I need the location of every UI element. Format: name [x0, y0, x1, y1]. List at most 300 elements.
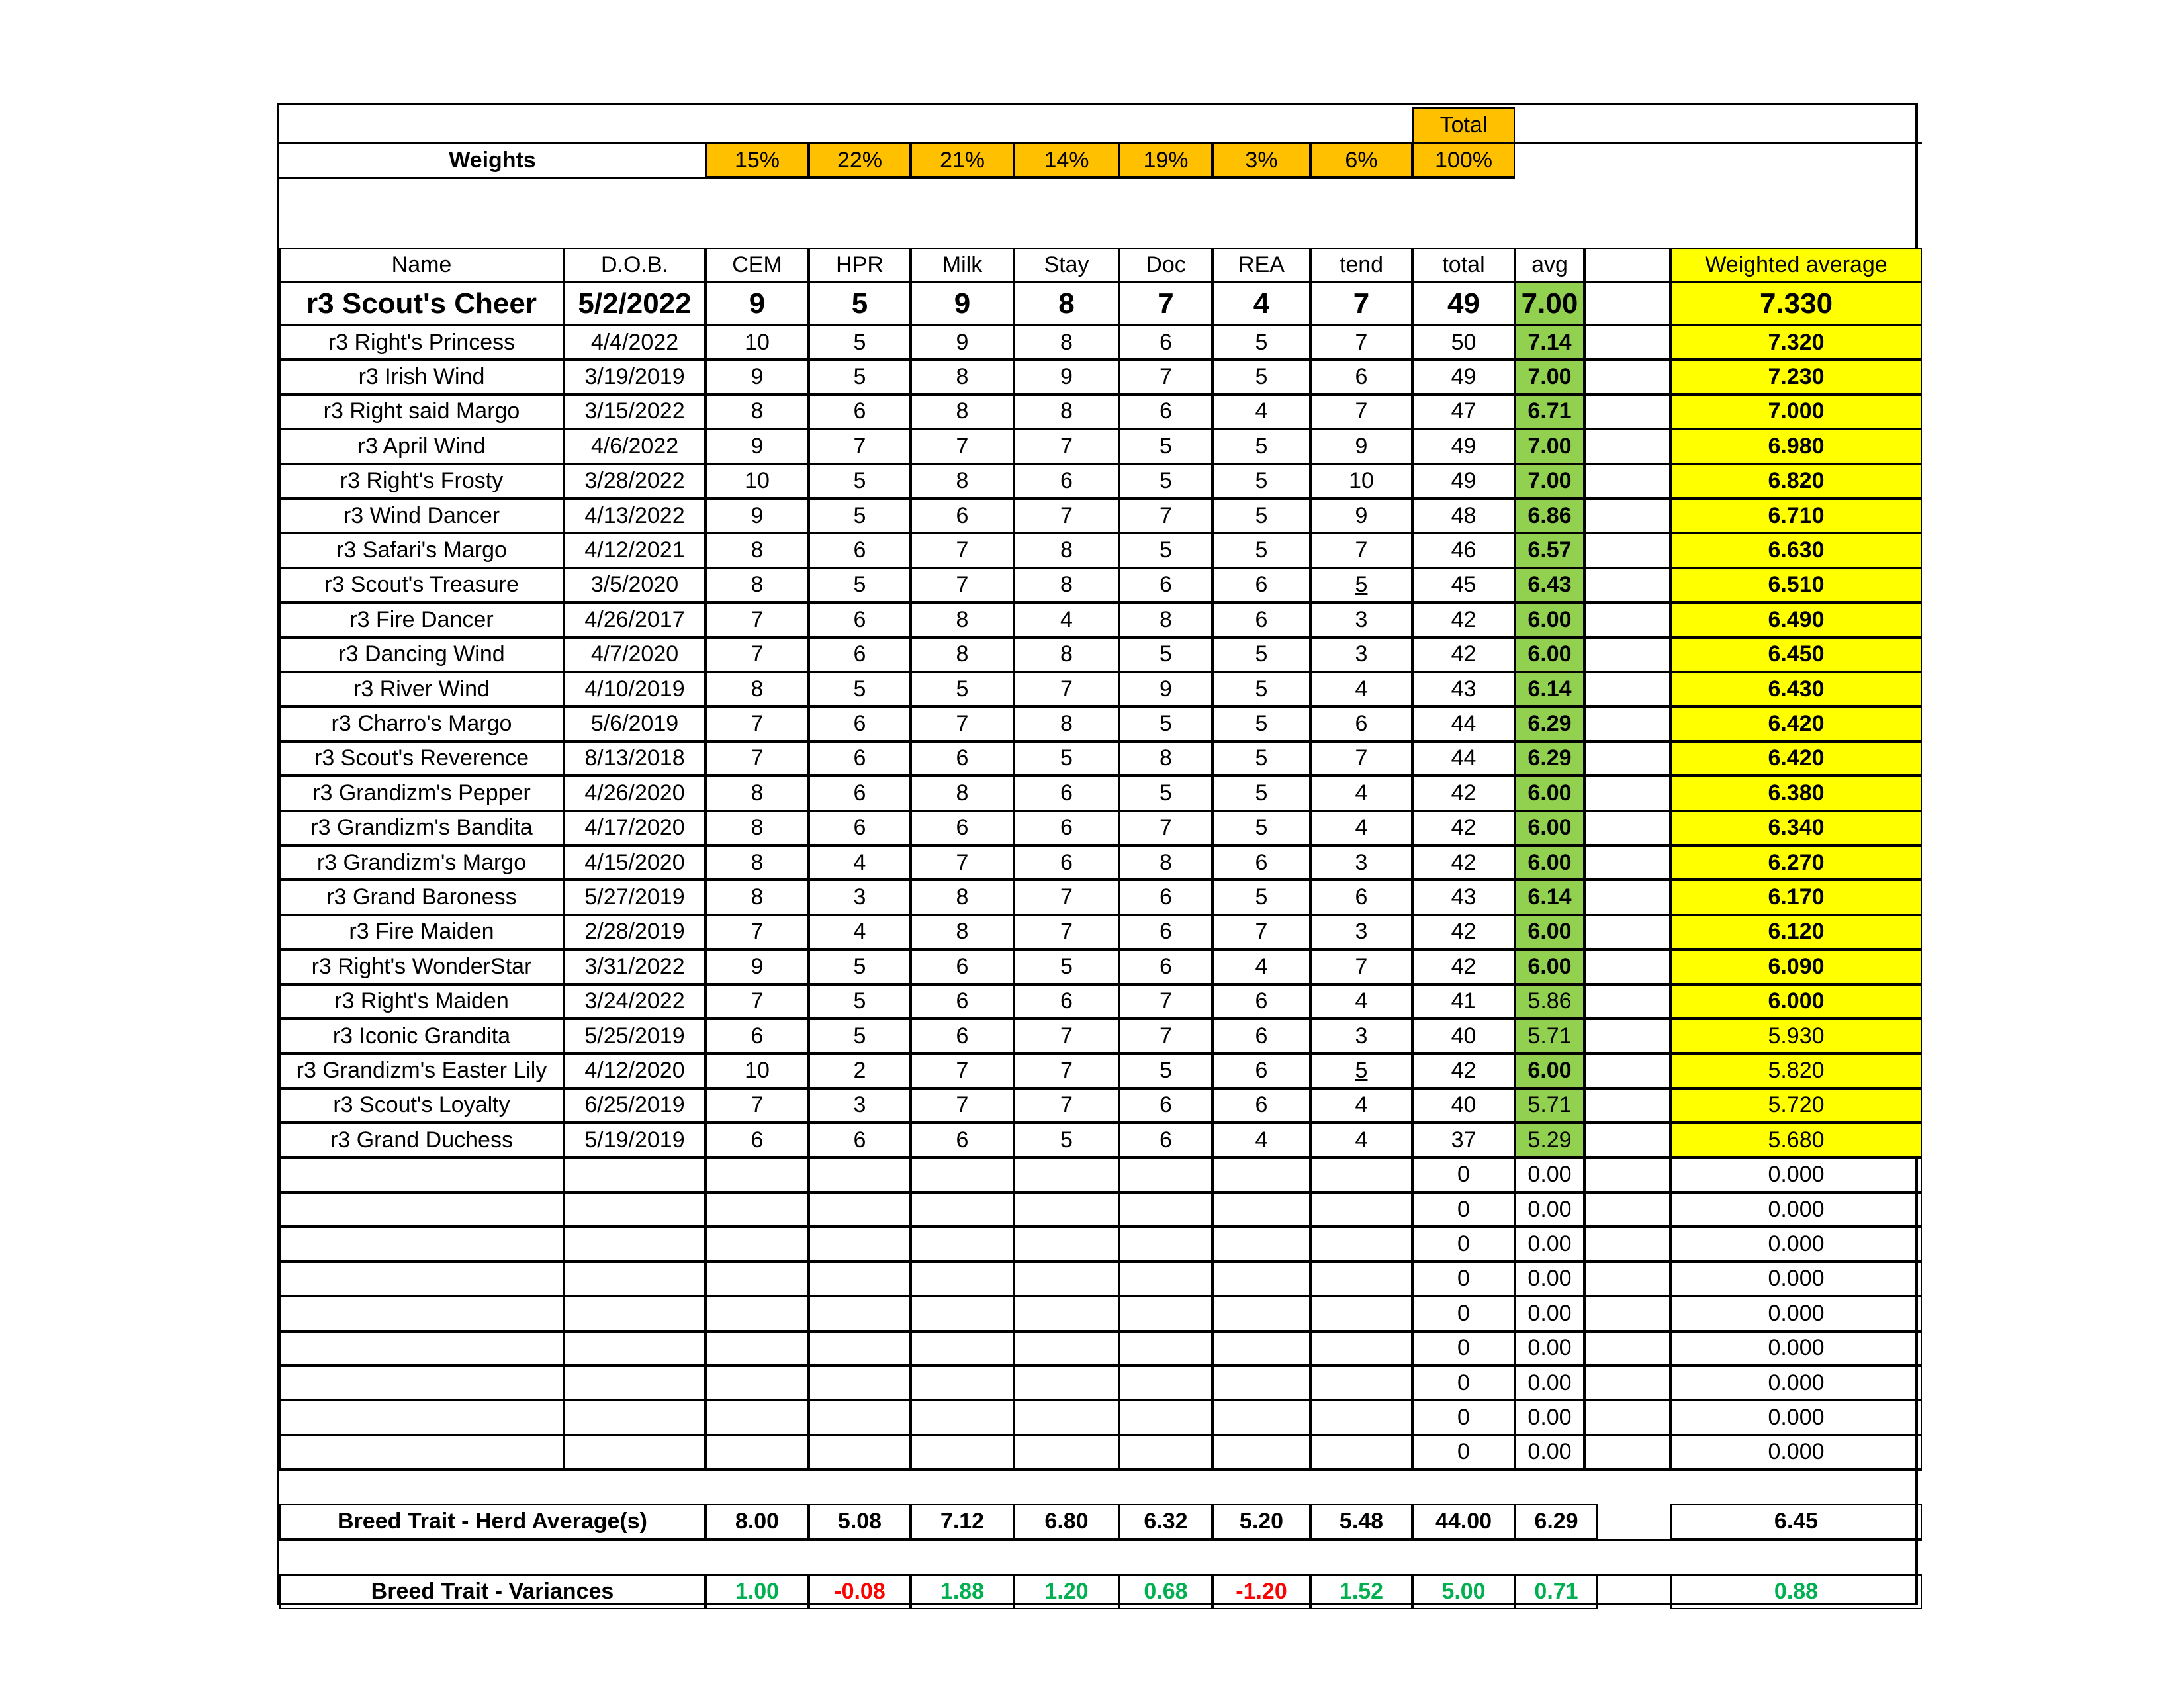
row-trait-milk: 8	[911, 395, 1014, 429]
row-dob: 4/12/2021	[564, 533, 705, 567]
row-spacer	[1584, 1227, 1670, 1261]
row-trait-milk: 7	[911, 429, 1014, 463]
row-name: r3 Grandizm's Easter Lily	[279, 1053, 564, 1088]
row-trait-doc: 6	[1119, 1088, 1212, 1123]
row-trait-hpr: 5	[809, 568, 911, 602]
row-total: 48	[1412, 498, 1515, 533]
row-spacer	[1584, 282, 1670, 325]
row-dob: 5/19/2019	[564, 1123, 705, 1157]
row-spacer	[1584, 464, 1670, 498]
row-trait-doc: 6	[1119, 1123, 1212, 1157]
row-trait-rea	[1212, 1366, 1310, 1400]
row-trait-tend: 4	[1310, 1088, 1412, 1123]
row-weighted-average: 6.490	[1670, 602, 1922, 637]
row-trait-cem	[705, 1262, 809, 1296]
row-weighted-average: 6.450	[1670, 637, 1922, 672]
row-weighted-average: 6.270	[1670, 845, 1922, 880]
row-total: 0	[1412, 1296, 1515, 1331]
row-trait-stay: 9	[1014, 359, 1119, 394]
row-trait-cem: 8	[705, 776, 809, 810]
row-trait-stay	[1014, 1158, 1119, 1192]
row-name: r3 Right's WonderStar	[279, 949, 564, 984]
row-trait-rea: 4	[1212, 395, 1310, 429]
row-trait-cem: 7	[705, 984, 809, 1019]
row-trait-cem: 9	[705, 282, 809, 325]
row-trait-tend: 4	[1310, 776, 1412, 810]
row-trait-doc: 5	[1119, 464, 1212, 498]
row-name	[279, 1296, 564, 1331]
row-trait-cem: 8	[705, 568, 809, 602]
row-spacer	[1584, 1088, 1670, 1123]
row-avg: 6.29	[1515, 741, 1584, 776]
row-trait-cem: 8	[705, 395, 809, 429]
header-avg: avg	[1515, 248, 1584, 282]
row-trait-cem: 9	[705, 359, 809, 394]
row-name: r3 Iconic Grandita	[279, 1019, 564, 1053]
spreadsheet	[277, 103, 1918, 1605]
row-trait-doc	[1119, 1400, 1212, 1434]
header-cem: CEM	[705, 248, 809, 282]
summary-divider-2	[279, 1539, 1922, 1541]
row-trait-tend	[1310, 1435, 1412, 1470]
variances-label: Breed Trait - Variances	[279, 1574, 705, 1609]
row-trait-rea: 4	[1212, 949, 1310, 984]
row-trait-stay: 5	[1014, 949, 1119, 984]
row-dob: 4/17/2020	[564, 811, 705, 845]
row-trait-stay	[1014, 1227, 1119, 1261]
row-spacer	[1584, 429, 1670, 463]
row-avg: 6.00	[1515, 1053, 1584, 1088]
row-total: 0	[1412, 1400, 1515, 1434]
row-trait-tend: 4	[1310, 1123, 1412, 1157]
row-avg: 6.43	[1515, 568, 1584, 602]
variance-milk: 1.88	[911, 1574, 1014, 1609]
row-weighted-average: 6.630	[1670, 533, 1922, 567]
row-trait-tend: 10	[1310, 464, 1412, 498]
row-trait-tend: 7	[1310, 325, 1412, 359]
row-spacer	[1584, 811, 1670, 845]
row-total: 40	[1412, 1088, 1515, 1123]
variance-weighted: 0.88	[1670, 1574, 1922, 1609]
row-trait-rea: 6	[1212, 568, 1310, 602]
row-total: 42	[1412, 845, 1515, 880]
row-spacer	[1584, 984, 1670, 1019]
row-total: 0	[1412, 1366, 1515, 1400]
row-trait-hpr: 7	[809, 429, 911, 463]
row-weighted-average: 0.000	[1670, 1435, 1922, 1470]
row-name	[279, 1366, 564, 1400]
row-trait-stay	[1014, 1331, 1119, 1366]
row-avg: 6.00	[1515, 811, 1584, 845]
row-trait-rea: 5	[1212, 533, 1310, 567]
row-trait-hpr: 5	[809, 949, 911, 984]
row-trait-hpr	[809, 1296, 911, 1331]
weight-hpr: 22%	[809, 143, 911, 177]
row-trait-tend: 7	[1310, 395, 1412, 429]
row-avg: 5.86	[1515, 984, 1584, 1019]
row-trait-hpr: 5	[809, 498, 911, 533]
herd-average-stay: 6.80	[1014, 1504, 1119, 1539]
row-trait-milk	[911, 1158, 1014, 1192]
row-trait-milk: 6	[911, 1123, 1014, 1157]
row-avg: 6.57	[1515, 533, 1584, 567]
row-trait-stay: 7	[1014, 915, 1119, 949]
row-trait-milk: 8	[911, 880, 1014, 914]
header-doc: Doc	[1119, 248, 1212, 282]
row-name	[279, 1400, 564, 1434]
row-trait-rea: 6	[1212, 1053, 1310, 1088]
row-trait-stay	[1014, 1400, 1119, 1434]
row-trait-milk: 6	[911, 1019, 1014, 1053]
row-trait-stay: 8	[1014, 706, 1119, 741]
row-trait-hpr: 3	[809, 1088, 911, 1123]
row-trait-cem: 6	[705, 1123, 809, 1157]
row-trait-hpr	[809, 1192, 911, 1227]
row-trait-cem	[705, 1227, 809, 1261]
row-avg: 7.00	[1515, 359, 1584, 394]
row-dob	[564, 1331, 705, 1366]
row-dob: 5/2/2022	[564, 282, 705, 325]
row-name	[279, 1331, 564, 1366]
row-dob: 4/6/2022	[564, 429, 705, 463]
row-avg: 7.14	[1515, 325, 1584, 359]
row-trait-tend: 5	[1310, 1053, 1412, 1088]
row-weighted-average: 0.000	[1670, 1296, 1922, 1331]
row-weighted-average: 0.000	[1670, 1158, 1922, 1192]
row-weighted-average: 6.710	[1670, 498, 1922, 533]
row-trait-hpr: 6	[809, 706, 911, 741]
row-trait-hpr: 4	[809, 845, 911, 880]
herd-average-total: 44.00	[1412, 1504, 1515, 1539]
row-trait-hpr: 4	[809, 915, 911, 949]
row-spacer	[1584, 949, 1670, 984]
row-name: r3 Wind Dancer	[279, 498, 564, 533]
total-weight-value: 100%	[1412, 143, 1515, 177]
total-weight-header: Total	[1412, 107, 1515, 143]
row-trait-cem	[705, 1366, 809, 1400]
row-spacer	[1584, 1296, 1670, 1331]
row-trait-cem: 8	[705, 845, 809, 880]
row-trait-cem	[705, 1331, 809, 1366]
row-name: r3 Scout's Reverence	[279, 741, 564, 776]
row-trait-stay: 7	[1014, 1088, 1119, 1123]
row-total: 44	[1412, 706, 1515, 741]
row-trait-tend: 5	[1310, 568, 1412, 602]
row-trait-doc: 6	[1119, 568, 1212, 602]
row-trait-doc: 6	[1119, 325, 1212, 359]
row-spacer	[1584, 845, 1670, 880]
row-trait-hpr: 6	[809, 741, 911, 776]
row-trait-stay: 7	[1014, 672, 1119, 706]
row-trait-cem: 7	[705, 915, 809, 949]
row-trait-rea	[1212, 1158, 1310, 1192]
row-spacer	[1584, 1123, 1670, 1157]
row-weighted-average: 6.420	[1670, 741, 1922, 776]
row-trait-milk: 7	[911, 1088, 1014, 1123]
row-spacer	[1584, 325, 1670, 359]
row-name: r3 Fire Dancer	[279, 602, 564, 637]
row-name	[279, 1227, 564, 1261]
row-trait-doc	[1119, 1331, 1212, 1366]
row-avg: 6.00	[1515, 637, 1584, 672]
row-spacer	[1584, 706, 1670, 741]
row-trait-doc	[1119, 1435, 1212, 1470]
row-total: 41	[1412, 984, 1515, 1019]
row-dob: 5/27/2019	[564, 880, 705, 914]
row-weighted-average: 7.000	[1670, 395, 1922, 429]
row-trait-rea: 7	[1212, 915, 1310, 949]
row-trait-milk: 8	[911, 915, 1014, 949]
row-weighted-average: 6.980	[1670, 429, 1922, 463]
row-weighted-average: 0.000	[1670, 1192, 1922, 1227]
variance-stay: 1.20	[1014, 1574, 1119, 1609]
row-weighted-average: 0.000	[1670, 1262, 1922, 1296]
row-trait-milk: 5	[911, 672, 1014, 706]
row-trait-stay: 8	[1014, 325, 1119, 359]
row-total: 45	[1412, 568, 1515, 602]
row-dob: 3/31/2022	[564, 949, 705, 984]
row-name: r3 Grandizm's Margo	[279, 845, 564, 880]
row-spacer	[1584, 741, 1670, 776]
row-trait-doc: 7	[1119, 498, 1212, 533]
row-weighted-average: 7.320	[1670, 325, 1922, 359]
row-weighted-average: 7.230	[1670, 359, 1922, 394]
variance-cem: 1.00	[705, 1574, 809, 1609]
row-trait-stay: 7	[1014, 880, 1119, 914]
row-trait-stay	[1014, 1192, 1119, 1227]
row-trait-doc: 7	[1119, 282, 1212, 325]
row-trait-tend	[1310, 1366, 1412, 1400]
row-trait-milk: 7	[911, 845, 1014, 880]
row-trait-tend: 3	[1310, 637, 1412, 672]
herd-average-rea: 5.20	[1212, 1504, 1310, 1539]
row-trait-cem: 8	[705, 533, 809, 567]
row-trait-doc	[1119, 1366, 1212, 1400]
row-name: r3 Scout's Loyalty	[279, 1088, 564, 1123]
row-trait-stay: 6	[1014, 845, 1119, 880]
row-weighted-average: 6.430	[1670, 672, 1922, 706]
row-trait-doc: 6	[1119, 949, 1212, 984]
variance-avg: 0.71	[1515, 1574, 1598, 1609]
row-trait-stay: 8	[1014, 533, 1119, 567]
row-trait-hpr: 5	[809, 1019, 911, 1053]
row-weighted-average: 5.930	[1670, 1019, 1922, 1053]
row-dob: 4/10/2019	[564, 672, 705, 706]
header-stay: Stay	[1014, 248, 1119, 282]
row-avg: 6.00	[1515, 776, 1584, 810]
row-weighted-average: 6.820	[1670, 464, 1922, 498]
row-name: r3 Grandizm's Bandita	[279, 811, 564, 845]
row-trait-cem: 8	[705, 672, 809, 706]
row-total: 37	[1412, 1123, 1515, 1157]
row-name: r3 Right's Princess	[279, 325, 564, 359]
row-trait-rea: 5	[1212, 672, 1310, 706]
header-total: total	[1412, 248, 1515, 282]
row-trait-hpr	[809, 1227, 911, 1261]
row-trait-stay: 8	[1014, 395, 1119, 429]
row-spacer	[1584, 568, 1670, 602]
row-total: 40	[1412, 1019, 1515, 1053]
row-trait-cem: 6	[705, 1019, 809, 1053]
herd-average-tend: 5.48	[1310, 1504, 1412, 1539]
row-trait-cem: 8	[705, 811, 809, 845]
row-trait-milk: 6	[911, 984, 1014, 1019]
row-trait-tend: 7	[1310, 949, 1412, 984]
row-trait-milk: 7	[911, 533, 1014, 567]
row-spacer	[1584, 1053, 1670, 1088]
weights-bottom-divider	[279, 177, 1515, 179]
row-weighted-average: 6.170	[1670, 880, 1922, 914]
row-avg: 5.71	[1515, 1019, 1584, 1053]
row-weighted-average: 0.000	[1670, 1366, 1922, 1400]
row-spacer	[1584, 1019, 1670, 1053]
row-name: r3 Fire Maiden	[279, 915, 564, 949]
row-dob: 3/5/2020	[564, 568, 705, 602]
row-trait-milk: 7	[911, 568, 1014, 602]
row-total: 49	[1412, 429, 1515, 463]
row-trait-tend	[1310, 1227, 1412, 1261]
row-trait-doc: 5	[1119, 706, 1212, 741]
herd-average-avg: 6.29	[1515, 1504, 1598, 1539]
herd-average-milk: 7.12	[911, 1504, 1014, 1539]
row-name: r3 Grandizm's Pepper	[279, 776, 564, 810]
row-total: 49	[1412, 359, 1515, 394]
row-avg: 6.14	[1515, 672, 1584, 706]
row-trait-hpr: 6	[809, 602, 911, 637]
row-trait-stay	[1014, 1296, 1119, 1331]
row-trait-rea: 5	[1212, 811, 1310, 845]
row-trait-cem: 7	[705, 706, 809, 741]
row-trait-cem: 7	[705, 741, 809, 776]
row-trait-rea	[1212, 1331, 1310, 1366]
row-avg: 5.29	[1515, 1123, 1584, 1157]
header-milk: Milk	[911, 248, 1014, 282]
row-dob	[564, 1158, 705, 1192]
row-spacer	[1584, 395, 1670, 429]
row-trait-rea: 5	[1212, 429, 1310, 463]
row-trait-cem	[705, 1296, 809, 1331]
row-trait-doc	[1119, 1158, 1212, 1192]
row-dob: 4/4/2022	[564, 325, 705, 359]
row-trait-stay: 5	[1014, 1123, 1119, 1157]
row-spacer	[1584, 1262, 1670, 1296]
row-trait-doc: 5	[1119, 776, 1212, 810]
row-trait-tend: 3	[1310, 915, 1412, 949]
row-trait-hpr: 6	[809, 776, 911, 810]
row-trait-tend: 9	[1310, 498, 1412, 533]
row-trait-milk: 8	[911, 602, 1014, 637]
row-trait-milk: 6	[911, 498, 1014, 533]
row-total: 0	[1412, 1158, 1515, 1192]
row-spacer	[1584, 915, 1670, 949]
row-total: 42	[1412, 915, 1515, 949]
row-total: 42	[1412, 811, 1515, 845]
row-trait-hpr: 5	[809, 359, 911, 394]
row-trait-milk: 6	[911, 811, 1014, 845]
row-trait-tend	[1310, 1400, 1412, 1434]
row-dob: 3/15/2022	[564, 395, 705, 429]
row-trait-tend: 3	[1310, 845, 1412, 880]
row-trait-rea: 5	[1212, 776, 1310, 810]
row-trait-doc: 8	[1119, 845, 1212, 880]
row-spacer	[1584, 602, 1670, 637]
row-trait-cem: 7	[705, 1088, 809, 1123]
row-trait-rea	[1212, 1262, 1310, 1296]
row-name: r3 River Wind	[279, 672, 564, 706]
row-name	[279, 1158, 564, 1192]
row-trait-rea: 6	[1212, 602, 1310, 637]
row-spacer	[1584, 533, 1670, 567]
row-avg: 7.00	[1515, 429, 1584, 463]
row-name: r3 Grand Baroness	[279, 880, 564, 914]
row-total: 43	[1412, 672, 1515, 706]
row-trait-rea	[1212, 1296, 1310, 1331]
row-weighted-average: 0.000	[1670, 1400, 1922, 1434]
row-avg: 5.71	[1515, 1088, 1584, 1123]
row-spacer	[1584, 359, 1670, 394]
row-avg: 6.86	[1515, 498, 1584, 533]
row-name: r3 Irish Wind	[279, 359, 564, 394]
row-trait-stay: 8	[1014, 282, 1119, 325]
row-total: 0	[1412, 1435, 1515, 1470]
row-trait-hpr	[809, 1400, 911, 1434]
row-weighted-average: 6.420	[1670, 706, 1922, 741]
row-total: 0	[1412, 1192, 1515, 1227]
row-spacer	[1584, 637, 1670, 672]
row-avg: 6.29	[1515, 706, 1584, 741]
herd-average-weighted: 6.45	[1670, 1504, 1922, 1539]
row-dob: 8/13/2018	[564, 741, 705, 776]
row-weighted-average: 6.120	[1670, 915, 1922, 949]
row-trait-rea	[1212, 1192, 1310, 1227]
row-dob	[564, 1192, 705, 1227]
row-trait-rea: 4	[1212, 282, 1310, 325]
row-trait-doc: 7	[1119, 359, 1212, 394]
row-dob: 4/13/2022	[564, 498, 705, 533]
row-name	[279, 1192, 564, 1227]
row-avg: 0.00	[1515, 1158, 1584, 1192]
row-trait-rea	[1212, 1400, 1310, 1434]
row-spacer	[1584, 1400, 1670, 1434]
row-trait-milk: 6	[911, 741, 1014, 776]
row-spacer	[1584, 880, 1670, 914]
weight-stay: 14%	[1014, 143, 1119, 177]
row-trait-cem: 7	[705, 637, 809, 672]
row-trait-stay	[1014, 1435, 1119, 1470]
row-trait-hpr: 6	[809, 637, 911, 672]
row-trait-hpr: 5	[809, 325, 911, 359]
row-avg: 0.00	[1515, 1331, 1584, 1366]
row-trait-doc	[1119, 1262, 1212, 1296]
weight-tend: 6%	[1310, 143, 1412, 177]
row-trait-stay	[1014, 1366, 1119, 1400]
row-trait-cem: 9	[705, 498, 809, 533]
row-dob	[564, 1400, 705, 1434]
row-total: 42	[1412, 637, 1515, 672]
row-avg: 6.00	[1515, 845, 1584, 880]
variance-rea: -1.20	[1212, 1574, 1310, 1609]
row-trait-hpr: 3	[809, 880, 911, 914]
row-trait-doc: 5	[1119, 637, 1212, 672]
herd-average-cem: 8.00	[705, 1504, 809, 1539]
row-trait-stay	[1014, 1262, 1119, 1296]
row-total: 42	[1412, 602, 1515, 637]
row-total: 47	[1412, 395, 1515, 429]
row-trait-stay: 6	[1014, 984, 1119, 1019]
row-trait-tend	[1310, 1192, 1412, 1227]
row-trait-stay: 4	[1014, 602, 1119, 637]
row-trait-doc: 8	[1119, 741, 1212, 776]
